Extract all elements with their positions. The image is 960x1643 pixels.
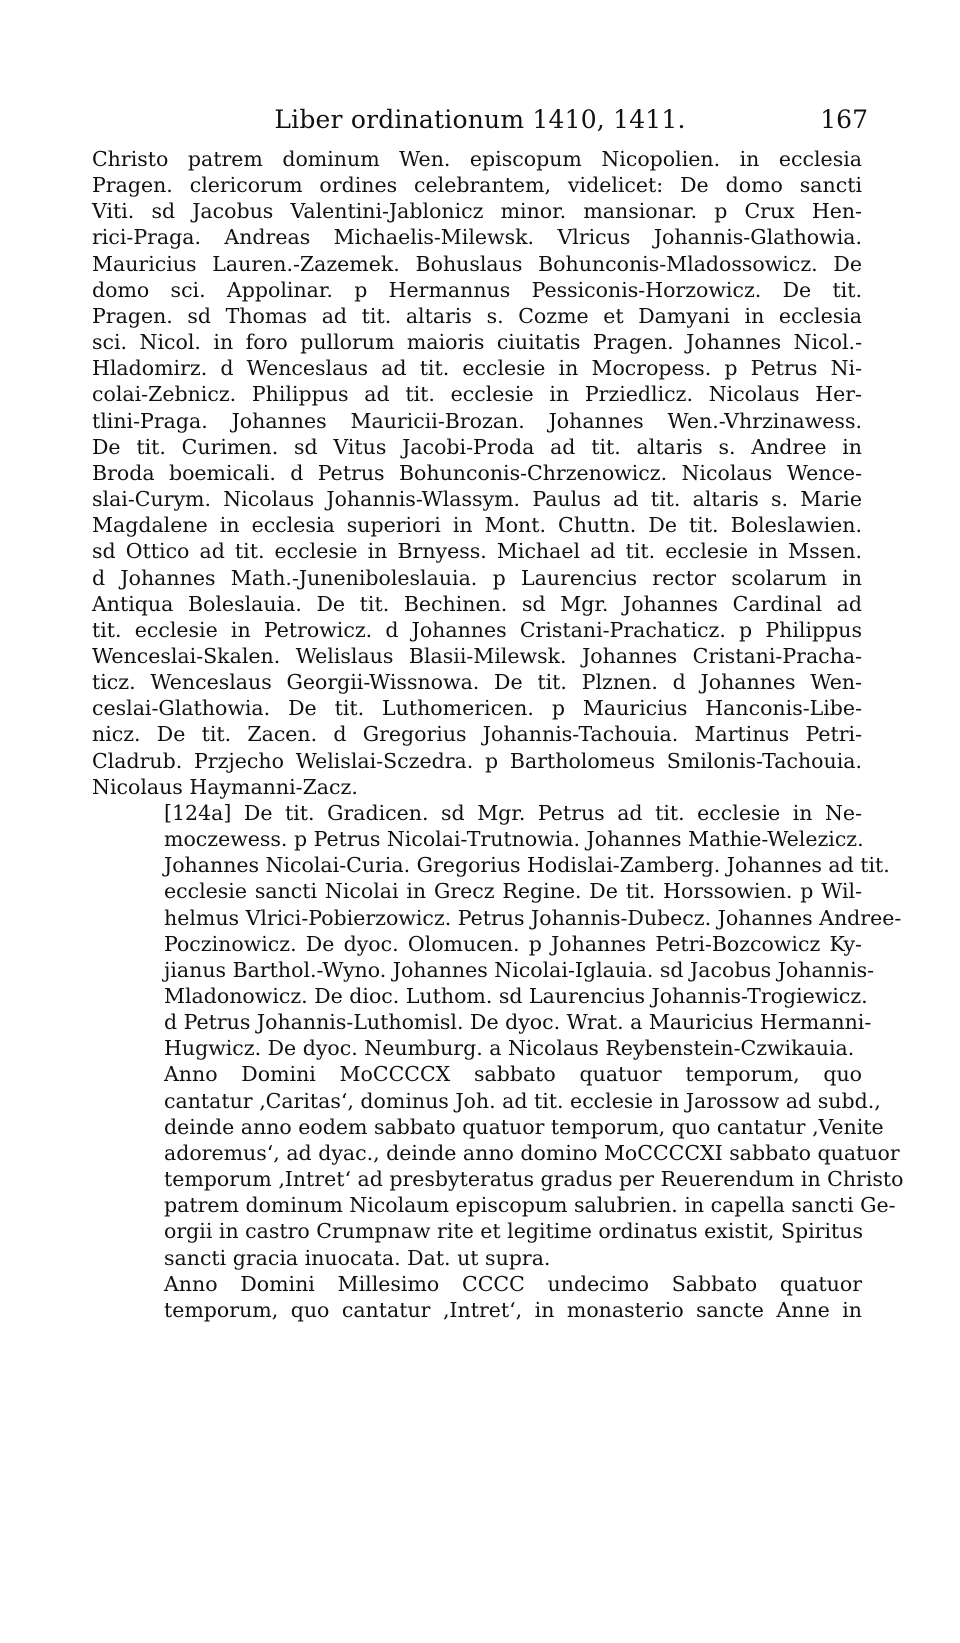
text-line: tit. ecclesie in Petrowicz. d Johannes Cristani-Prachaticz. p Philippus — [92, 617, 862, 642]
text-line: d Petrus Johannis-Luthomisl. De dyoc. Wrat. a Mauricius Hermanni- — [164, 1010, 872, 1035]
text-line: tlini-Praga. Johannes Mauricii-Brozan. Johannes Wen.-Vhrzinawess. — [92, 408, 862, 433]
text-line: ticz. Wenceslaus Georgii-Wissnowa. De tit. Plznen. d Johannes Wen- — [92, 670, 862, 695]
text-line: Hugwicz. De dyoc. Neumburg. a Nicolaus Reybenstein-Czwikauia. — [164, 1036, 855, 1061]
text-line: nicz. De tit. Zacen. d Gregorius Johannis-Tachouia. Martinus Petri- — [92, 722, 862, 747]
text-line: d Johannes Math.-Juneniboleslauia. p Laurencius rector scolarum in — [92, 565, 862, 590]
page-number: 167 — [820, 105, 868, 134]
text-line: Mladonowicz. De dioc. Luthom. sd Laurencius Johannis-Trogiewicz. — [164, 984, 868, 1008]
text-line: Cladrub. Przjecho Welislai-Sczedra. p Bartholomeus Smilonis-Tachouia. — [92, 748, 862, 773]
text-line: orgii in castro Crumpnaw rite et legitime ordinatus existit, Spiritus — [164, 1219, 864, 1244]
text-line: helmus Vlrici-Pobierzowicz. Petrus Johannis-Dubecz. Johannes Andree- — [164, 905, 902, 930]
page-header — [92, 100, 868, 140]
text-line: jianus Barthol.-Wyno. Johannes Nicolai-Iglauia. sd Jacobus Johannis- — [164, 957, 875, 982]
text-line: moczewess. p Petrus Nicolai-Trutnowia. Johannes Mathie-Welezicz. — [164, 827, 864, 852]
text-line: Johannes Nicolai-Curia. Gregorius Hodislai-Zamberg. Johannes ad tit. — [164, 853, 890, 878]
text-line: cantatur ‚Caritas‘, dominus Joh. ad tit. ecclesie in Jarossow ad subd., — [164, 1088, 881, 1113]
text-line: Anno Domini Millesimo CCCC undecimo Sabbato quatuor — [164, 1271, 862, 1296]
text-line: Anno Domini MoCCCCX sabbato quatuor temporum, quo — [164, 1062, 862, 1087]
page-body-text — [92, 146, 904, 1323]
running-title: Liber ordinationum 1410, 1411. — [274, 105, 686, 134]
text-line: rici-Praga. Andreas Michaelis-Milewsk. Vlricus Johannis-Glathowia. — [92, 225, 862, 250]
text-line: Poczinowicz. De dyoc. Olomucen. p Johannes Petri-Bozcowicz Ky- — [164, 931, 862, 956]
text-line: ecclesie sancti Nicolai in Grecz Regine. De tit. Horssowien. p Wil- — [164, 879, 862, 904]
text-line: Antiqua Boleslauia. De tit. Bechinen. sd Mgr. Johannes Cardinal ad — [92, 591, 862, 616]
text-line: slai-Curym. Nicolaus Johannis-Wlassym. Paulus ad tit. altaris s. Marie — [92, 487, 862, 512]
text-line: ceslai-Glathowia. De tit. Luthomericen. p Mauricius Hanconis-Libe- — [92, 696, 862, 721]
text-line: Hladomirz. d Wenceslaus ad tit. ecclesie in Mocropess. p Petrus Ni- — [92, 356, 862, 381]
text-line: De tit. Curimen. sd Vitus Jacobi-Proda ad tit. altaris s. Andree in — [92, 434, 862, 459]
text-line: Viti. sd Jacobus Valentini-Jablonicz minor. mansionar. p Crux Hen- — [92, 199, 862, 224]
text-line: Magdalene in ecclesia superiori in Mont. Chuttn. De tit. Boleslawien. — [92, 513, 862, 538]
text-line: Pragen. sd Thomas ad tit. altaris s. Cozme et Damyani in ecclesia — [92, 303, 862, 328]
text-line: sancti gracia inuocata. Dat. ut supra. — [164, 1245, 551, 1270]
text-line: Pragen. clericorum ordines celebrantem, videlicet: De domo sancti — [92, 173, 862, 198]
text-line: Mauricius Lauren.-Zazemek. Bohuslaus Bohunconis-Mladossowicz. De — [92, 251, 862, 276]
paragraph — [92, 146, 862, 800]
text-line: Nicolaus Haymanni-Zacz. — [92, 774, 358, 799]
text-line: patrem dominum Nicolaum episcopum salubrien. in capella sancti Ge- — [164, 1193, 896, 1218]
paragraph — [92, 800, 902, 1062]
paragraph — [92, 1061, 904, 1270]
text-line: domo sci. Appolinar. p Hermannus Pessiconis-Horzowicz. De tit. — [92, 277, 862, 302]
text-line: Christo patrem dominum Wen. episcopum Nicopolien. in ecclesia — [92, 147, 862, 171]
text-line: temporum, quo cantatur ‚Intret‘, in monasterio sancte Anne in — [164, 1297, 862, 1322]
text-line: temporum ‚Intret‘ ad presbyteratus gradus per Reuerendum in Christo — [164, 1167, 904, 1192]
paragraph — [92, 1271, 862, 1323]
text-line: sci. Nicol. in foro pullorum maioris ciuitatis Pragen. Johannes Nicol.- — [92, 330, 862, 355]
text-line: [124a] De tit. Gradicen. sd Mgr. Petrus ad tit. ecclesie in Ne- — [164, 800, 862, 825]
text-line: adoremus‘, ad dyac., deinde anno domino MoCCCCXI sabbato quatuor — [164, 1140, 900, 1165]
text-line: colai-Zebnicz. Philippus ad tit. ecclesie in Prziedlicz. Nicolaus Her- — [92, 382, 862, 407]
text-line: Broda boemicali. d Petrus Bohunconis-Chrzenowicz. Nicolaus Wence- — [92, 460, 862, 485]
text-line: deinde anno eodem sabbato quatuor temporum, quo cantatur ‚Venite — [164, 1114, 884, 1139]
text-line: sd Ottico ad tit. ecclesie in Brnyess. Michael ad tit. ecclesie in Mssen. — [92, 539, 862, 564]
text-line: Wenceslai-Skalen. Welislaus Blasii-Milewsk. Johannes Cristani-Pracha- — [92, 643, 862, 668]
